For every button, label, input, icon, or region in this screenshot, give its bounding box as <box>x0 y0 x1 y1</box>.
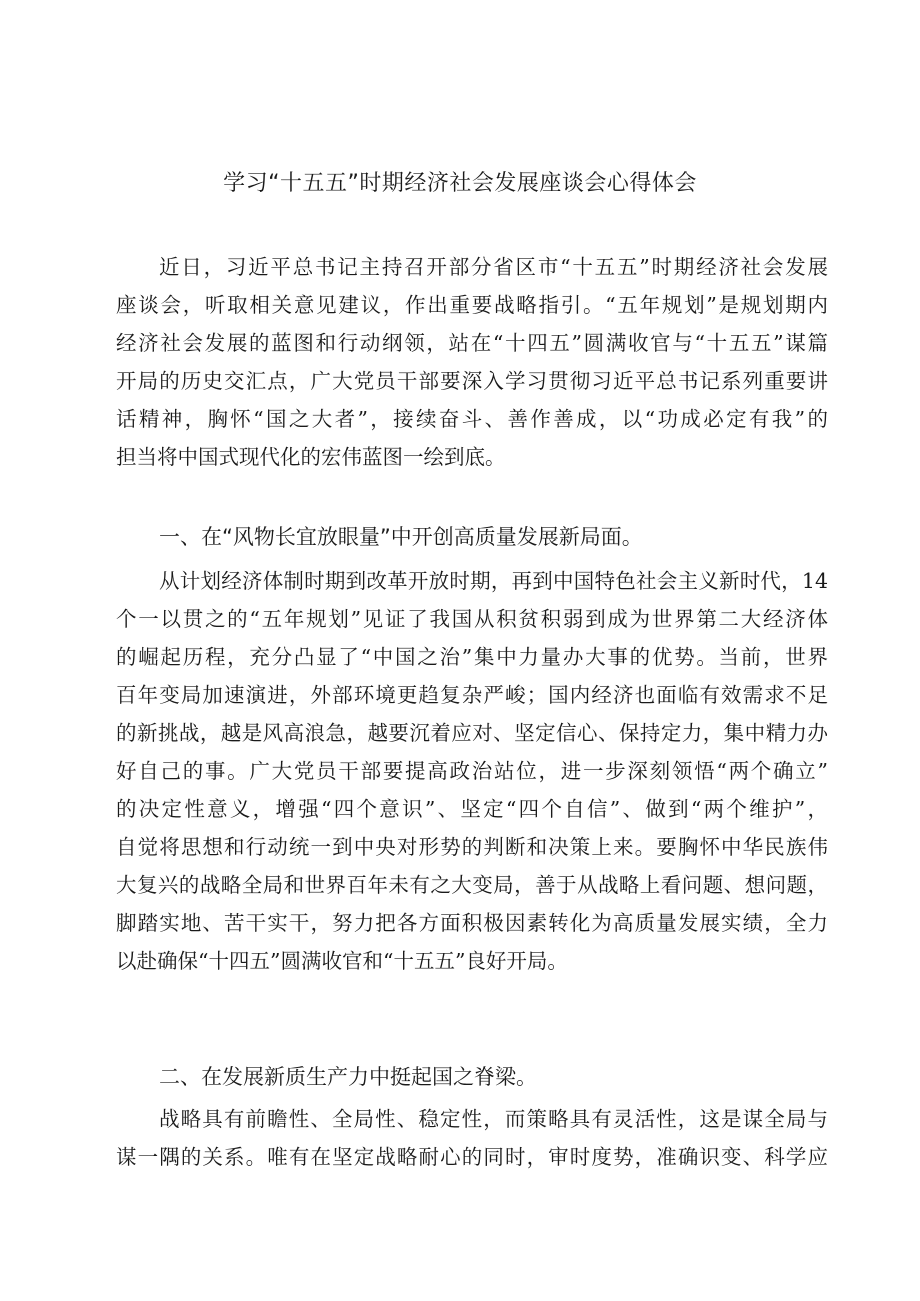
section-2-heading: 二、在发展新质生产力中挺起国之脊梁。 <box>159 1065 537 1089</box>
section-2-paragraph <box>116 1100 828 1176</box>
paragraph-line: 个一以贯之的“五年规划”见证了我国从积贫积弱到成为世界第二大经济体 <box>116 607 828 631</box>
paragraph-line: 谋一隅的关系。唯有在坚定战略耐心的同时，审时度势，准确识变、科学应 <box>116 1145 828 1169</box>
paragraph-line: 以赴确保“十四五”圆满收官和“十五五”良好开局。 <box>116 949 568 973</box>
paragraph-line: 百年变局加速演进，外部环境更趋复杂严峻；国内经济也面临有效需求不足 <box>116 683 828 707</box>
paragraph-line: 的崛起历程，充分凸显了“中国之治”集中力量办大事的优势。当前，世界 <box>116 645 828 669</box>
paragraph-line: 近日，习近平总书记主持召开部分省区市“十五五”时期经济社会发展 <box>159 255 828 279</box>
intro-paragraph <box>116 248 828 476</box>
paragraph-line: 自觉将思想和行动统一到中央对形势的判断和决策上来。要胸怀中华民族伟 <box>116 835 828 859</box>
paragraph-line: 的新挑战，越是风高浪急，越要沉着应对、坚定信心、保持定力，集中精力办 <box>116 721 828 745</box>
section-1-paragraph <box>116 562 828 980</box>
paragraph-line: 开局的历史交汇点，广大党员干部要深入学习贯彻习近平总书记系列重要讲 <box>116 369 828 393</box>
paragraph-line: 脚踏实地、苦干实干，努力把各方面积极因素转化为高质量发展实绩，全力 <box>116 911 828 935</box>
paragraph-line: 担当将中国式现代化的宏伟蓝图一绘到底。 <box>116 445 506 469</box>
section-1-heading: 一、在“风物长宜放眼量”中开创高质量发展新局面。 <box>159 525 643 549</box>
paragraph-line: 好自己的事。广大党员干部要提高政治站位，进一步深刻领悟“两个确立” <box>116 759 828 783</box>
document-title: 学习“十五五”时期经济社会发展座谈会心得体会 <box>223 171 697 196</box>
paragraph-line: 战略具有前瞻性、全局性、稳定性，而策略具有灵活性，这是谋全局与 <box>159 1107 828 1131</box>
paragraph-line: 从计划经济体制时期到改革开放时期，再到中国特色社会主义新时代，14 <box>159 569 828 593</box>
paragraph-line: 座谈会，听取相关意见建议，作出重要战略指引。“五年规划”是规划期内 <box>116 293 828 317</box>
paragraph-line: 大复兴的战略全局和世界百年未有之大变局，善于从战略上看问题、想问题， <box>116 873 828 897</box>
paragraph-line: 话精神，胸怀“国之大者”，接续奋斗、善作善成，以“功成必定有我”的 <box>116 407 828 431</box>
paragraph-line: 经济社会发展的蓝图和行动纲领，站在“十四五”圆满收官与“十五五”谋篇 <box>116 331 828 355</box>
paragraph-line: 的决定性意义，增强“四个意识”、坚定“四个自信”、做到“两个维护”， <box>116 797 828 821</box>
